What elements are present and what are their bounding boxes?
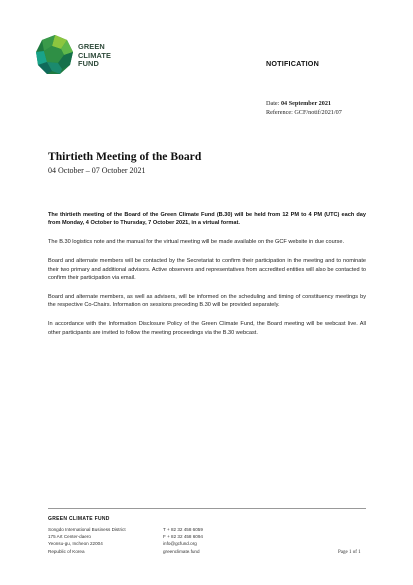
address-line: Yeonsu-gu, Incheon 22004 xyxy=(48,541,103,547)
logo-line-3: FUND xyxy=(78,59,99,69)
footer-contact xyxy=(163,526,203,555)
date-line xyxy=(266,100,342,109)
document-meta xyxy=(266,100,342,117)
address-line: Songdo International Business District xyxy=(48,527,126,532)
reference-line xyxy=(266,109,342,118)
date-label: Date: xyxy=(266,100,280,107)
address-line: 175 Art Center-daero xyxy=(48,534,91,540)
website-link[interactable]: greenclimate.fund xyxy=(163,548,200,554)
page-subtitle: 04 October – 07 October 2021 xyxy=(48,166,146,175)
logo-wordmark xyxy=(78,43,111,69)
date-value: 04 September 2021 xyxy=(280,100,332,107)
paragraph: Board and alternate members will be contacted by the Secretariat to confirm their participation in the meeting and to nominate their two primary and additional advisors. Active observers and representatives from accredited entities will also be contacted to confirm their participation via email. xyxy=(48,258,366,282)
notification-body xyxy=(48,211,366,348)
logo-line-2: CLIMATE xyxy=(78,50,111,60)
gcf-globe-icon xyxy=(34,33,76,79)
phone-line: T + 82 32 458 6059 xyxy=(163,527,203,532)
reference-value: GCF/notif/2021/07 xyxy=(294,108,342,116)
page-number: Page 1 of 1 xyxy=(338,550,361,555)
reference-label: Reference: xyxy=(266,108,293,116)
notification-heading: NOTIFICATION xyxy=(266,59,319,68)
footer-divider xyxy=(48,508,366,509)
logo-line-1: GREEN xyxy=(78,42,105,51)
fax-line: F + 82 32 458 6094 xyxy=(163,534,203,540)
paragraph: The B.30 logistics note and the manual for the virtual meeting will be made available on the GCF website in due course. xyxy=(48,239,345,246)
paragraph-lead: The thirtieth meeting of the Board of the Green Climate Fund (B.30) will be held from 12 PM to 4 PM (UTC) each day from Monday, 4 October to Thursday, 7 October 2021, in a virtual format. xyxy=(48,212,366,227)
gcf-logo xyxy=(34,33,126,81)
paragraph: In accordance with the Information Disclosure Policy of the Green Climate Fund, the Board meeting will be webcast live. All other participants are invited to follow the meeting proceedings via the B.30 webcast. xyxy=(48,321,366,336)
address-line: Republic of Korea xyxy=(48,548,85,554)
email-link[interactable]: info@gcfund.org xyxy=(163,541,197,547)
footer-address xyxy=(48,526,126,555)
footer-org-name: GREEN CLIMATE FUND xyxy=(48,516,110,522)
page-title: Thirtieth Meeting of the Board xyxy=(48,150,202,163)
paragraph: Board and alternate members, as well as advisers, will be informed on the scheduling and timing of constituency meetings by the respective Co-Chairs. Information on sessions preceding B.30 will be provided separately. xyxy=(48,293,366,309)
